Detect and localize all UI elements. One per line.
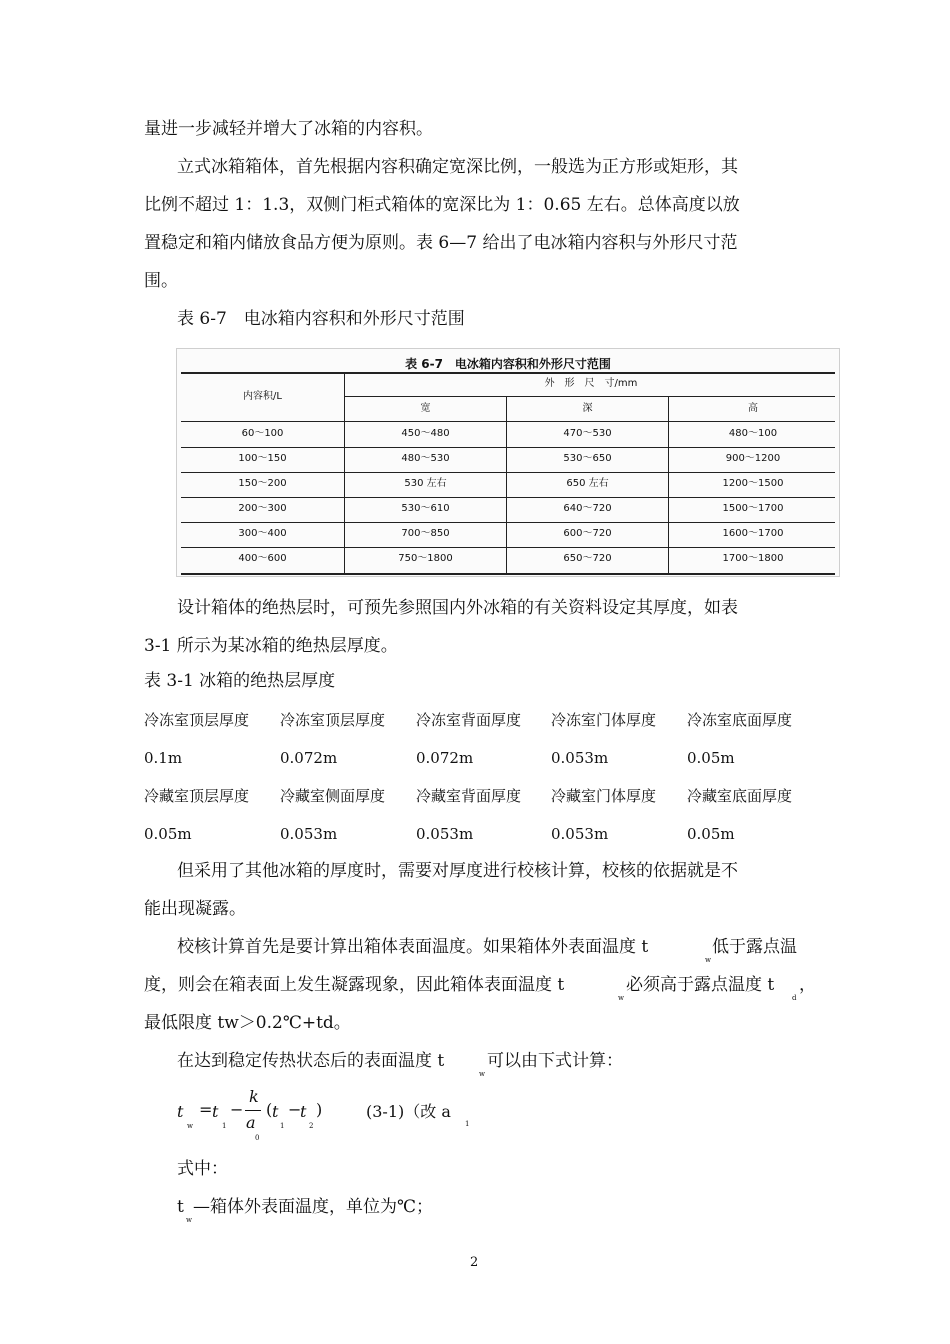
- table-cell: 0.05m: [687, 749, 735, 767]
- table-cell: 冷冻室背面厚度: [416, 711, 522, 729]
- formula-tag: (3-1)（改 a: [366, 1102, 451, 1121]
- table-cell: 900～1200: [725, 453, 781, 464]
- table-cell: 0.05m: [144, 825, 192, 843]
- table-cell: 0.053m: [551, 825, 609, 843]
- header-volume: 内容积/L: [243, 391, 282, 402]
- subscript: w: [186, 1216, 192, 1224]
- table-cell: 530 左右: [404, 478, 447, 489]
- table-cell: 640～720: [563, 503, 612, 514]
- table-cell: 650～720: [563, 553, 612, 564]
- table-cell: 冷藏室门体厚度: [551, 787, 657, 805]
- paragraph-line: 设计箱体的绝热层时，可预先参照国内外冰箱的有关资料设定其厚度，如表: [177, 598, 738, 618]
- paragraph-line: ，: [799, 975, 816, 995]
- table-cell: 1700～1800: [722, 553, 784, 564]
- table-cell: 200～300: [238, 503, 287, 514]
- paragraph-line: —箱体外表面温度，单位为℃；: [193, 1197, 434, 1217]
- table-cell: 0.053m: [551, 749, 609, 767]
- paragraph-line: 3-1 所示为某冰箱的绝热层厚度。: [144, 636, 398, 656]
- table-cell: 700～850: [401, 528, 450, 539]
- table-cell: 冷冻室底面厚度: [687, 711, 793, 729]
- table-cell: 0.072m: [416, 749, 474, 767]
- table-cell: 冷藏室背面厚度: [416, 787, 522, 805]
- paragraph-line: 量进一步减轻并增大了冰箱的内容积。: [144, 119, 433, 139]
- paragraph-line: 置稳定和箱内储放食品方便为原则。表 6—7 给出了电冰箱内容积与外形尺寸范: [144, 233, 738, 253]
- col-header: 高: [748, 403, 758, 414]
- paragraph-line: 低于露点温: [712, 937, 797, 957]
- paragraph-line: t: [177, 1197, 184, 1217]
- paragraph-line: 但采用了其他冰箱的厚度时，需要对厚度进行校核计算，校核的依据就是不: [177, 861, 738, 881]
- table-cell: 450～480: [401, 428, 450, 439]
- paragraph-line: 度，则会在箱表面上发生凝露现象，因此箱体表面温度 t: [144, 975, 565, 995]
- table-cell: 冷冻室门体厚度: [551, 711, 657, 729]
- table-cell: 530～650: [563, 453, 612, 464]
- table-cell: 0.05m: [687, 825, 735, 843]
- table-cell: 100～150: [238, 453, 287, 464]
- col-header: 深: [582, 403, 593, 414]
- table-6-7-image: [176, 348, 840, 577]
- table-cell: 冷冻室顶层厚度: [280, 711, 386, 729]
- table-cell: 530～610: [401, 503, 450, 514]
- table-cell: 0.072m: [280, 749, 338, 767]
- paragraph-line: 能出现凝露。: [144, 899, 246, 919]
- table-title: 表 6-7 电冰箱内容积和外形尺寸范围: [405, 357, 611, 371]
- paragraph-line: 校核计算首先是要计算出箱体表面温度。如果箱体外表面温度 t: [177, 937, 649, 957]
- paragraph-line: 比例不超过 1：1.3，双侧门柜式箱体的宽深比为 1：0.65 左右。总体高度以放: [144, 195, 740, 215]
- table-cell: 470～530: [563, 428, 612, 439]
- paragraph-line: 立式冰箱箱体，首先根据内容积确定宽深比例，一般选为正方形或矩形，其: [177, 157, 738, 177]
- header-dims: 外 形 尺 寸/mm: [544, 378, 638, 389]
- paragraph-line: 在达到稳定传热状态后的表面温度 t: [177, 1051, 445, 1071]
- subscript: w: [479, 1070, 485, 1078]
- subscript: w: [705, 956, 711, 964]
- table-cell: 0.1m: [144, 749, 183, 767]
- paragraph-line: 最低限度 tw＞0.2℃+td。: [144, 1013, 351, 1033]
- table-cell: 冷藏室侧面厚度: [280, 787, 386, 805]
- table-cell: 650 左右: [566, 478, 609, 489]
- table-caption: 表 3-1 冰箱的绝热层厚度: [144, 671, 336, 691]
- paragraph-line: 围。: [144, 271, 178, 291]
- table-cell: 150～200: [238, 478, 287, 489]
- table-cell: 冷冻室顶层厚度: [144, 711, 250, 729]
- subscript: w: [618, 994, 624, 1002]
- table-caption: 表 6-7 电冰箱内容积和外形尺寸范围: [177, 309, 465, 329]
- table-cell: 冷藏室顶层厚度: [144, 787, 250, 805]
- subscript: d: [792, 994, 797, 1002]
- paragraph-line: 可以由下式计算：: [487, 1051, 623, 1071]
- table-cell: 0.053m: [280, 825, 338, 843]
- table-cell: 60～100: [241, 428, 284, 439]
- table-cell: 480～100: [728, 428, 778, 439]
- table-cell: 1600～1700: [722, 528, 784, 539]
- paragraph-line: 式中：: [177, 1159, 228, 1179]
- table-cell: 1500～1700: [722, 503, 784, 514]
- table-cell: 400～600: [238, 553, 287, 564]
- table-cell: 750～1800: [398, 553, 453, 564]
- page-number: 2: [470, 1255, 479, 1270]
- table-cell: 1200～1500: [722, 478, 784, 489]
- col-header: 宽: [420, 403, 431, 414]
- table-cell: 冷藏室底面厚度: [687, 787, 793, 805]
- table-cell: 0.053m: [416, 825, 474, 843]
- paragraph-line: 必须高于露点温度 t: [626, 975, 775, 995]
- table-cell: 600～720: [563, 528, 612, 539]
- table-cell: 480～530: [401, 453, 450, 464]
- subscript: 1: [465, 1120, 470, 1128]
- table-cell: 300～400: [238, 528, 287, 539]
